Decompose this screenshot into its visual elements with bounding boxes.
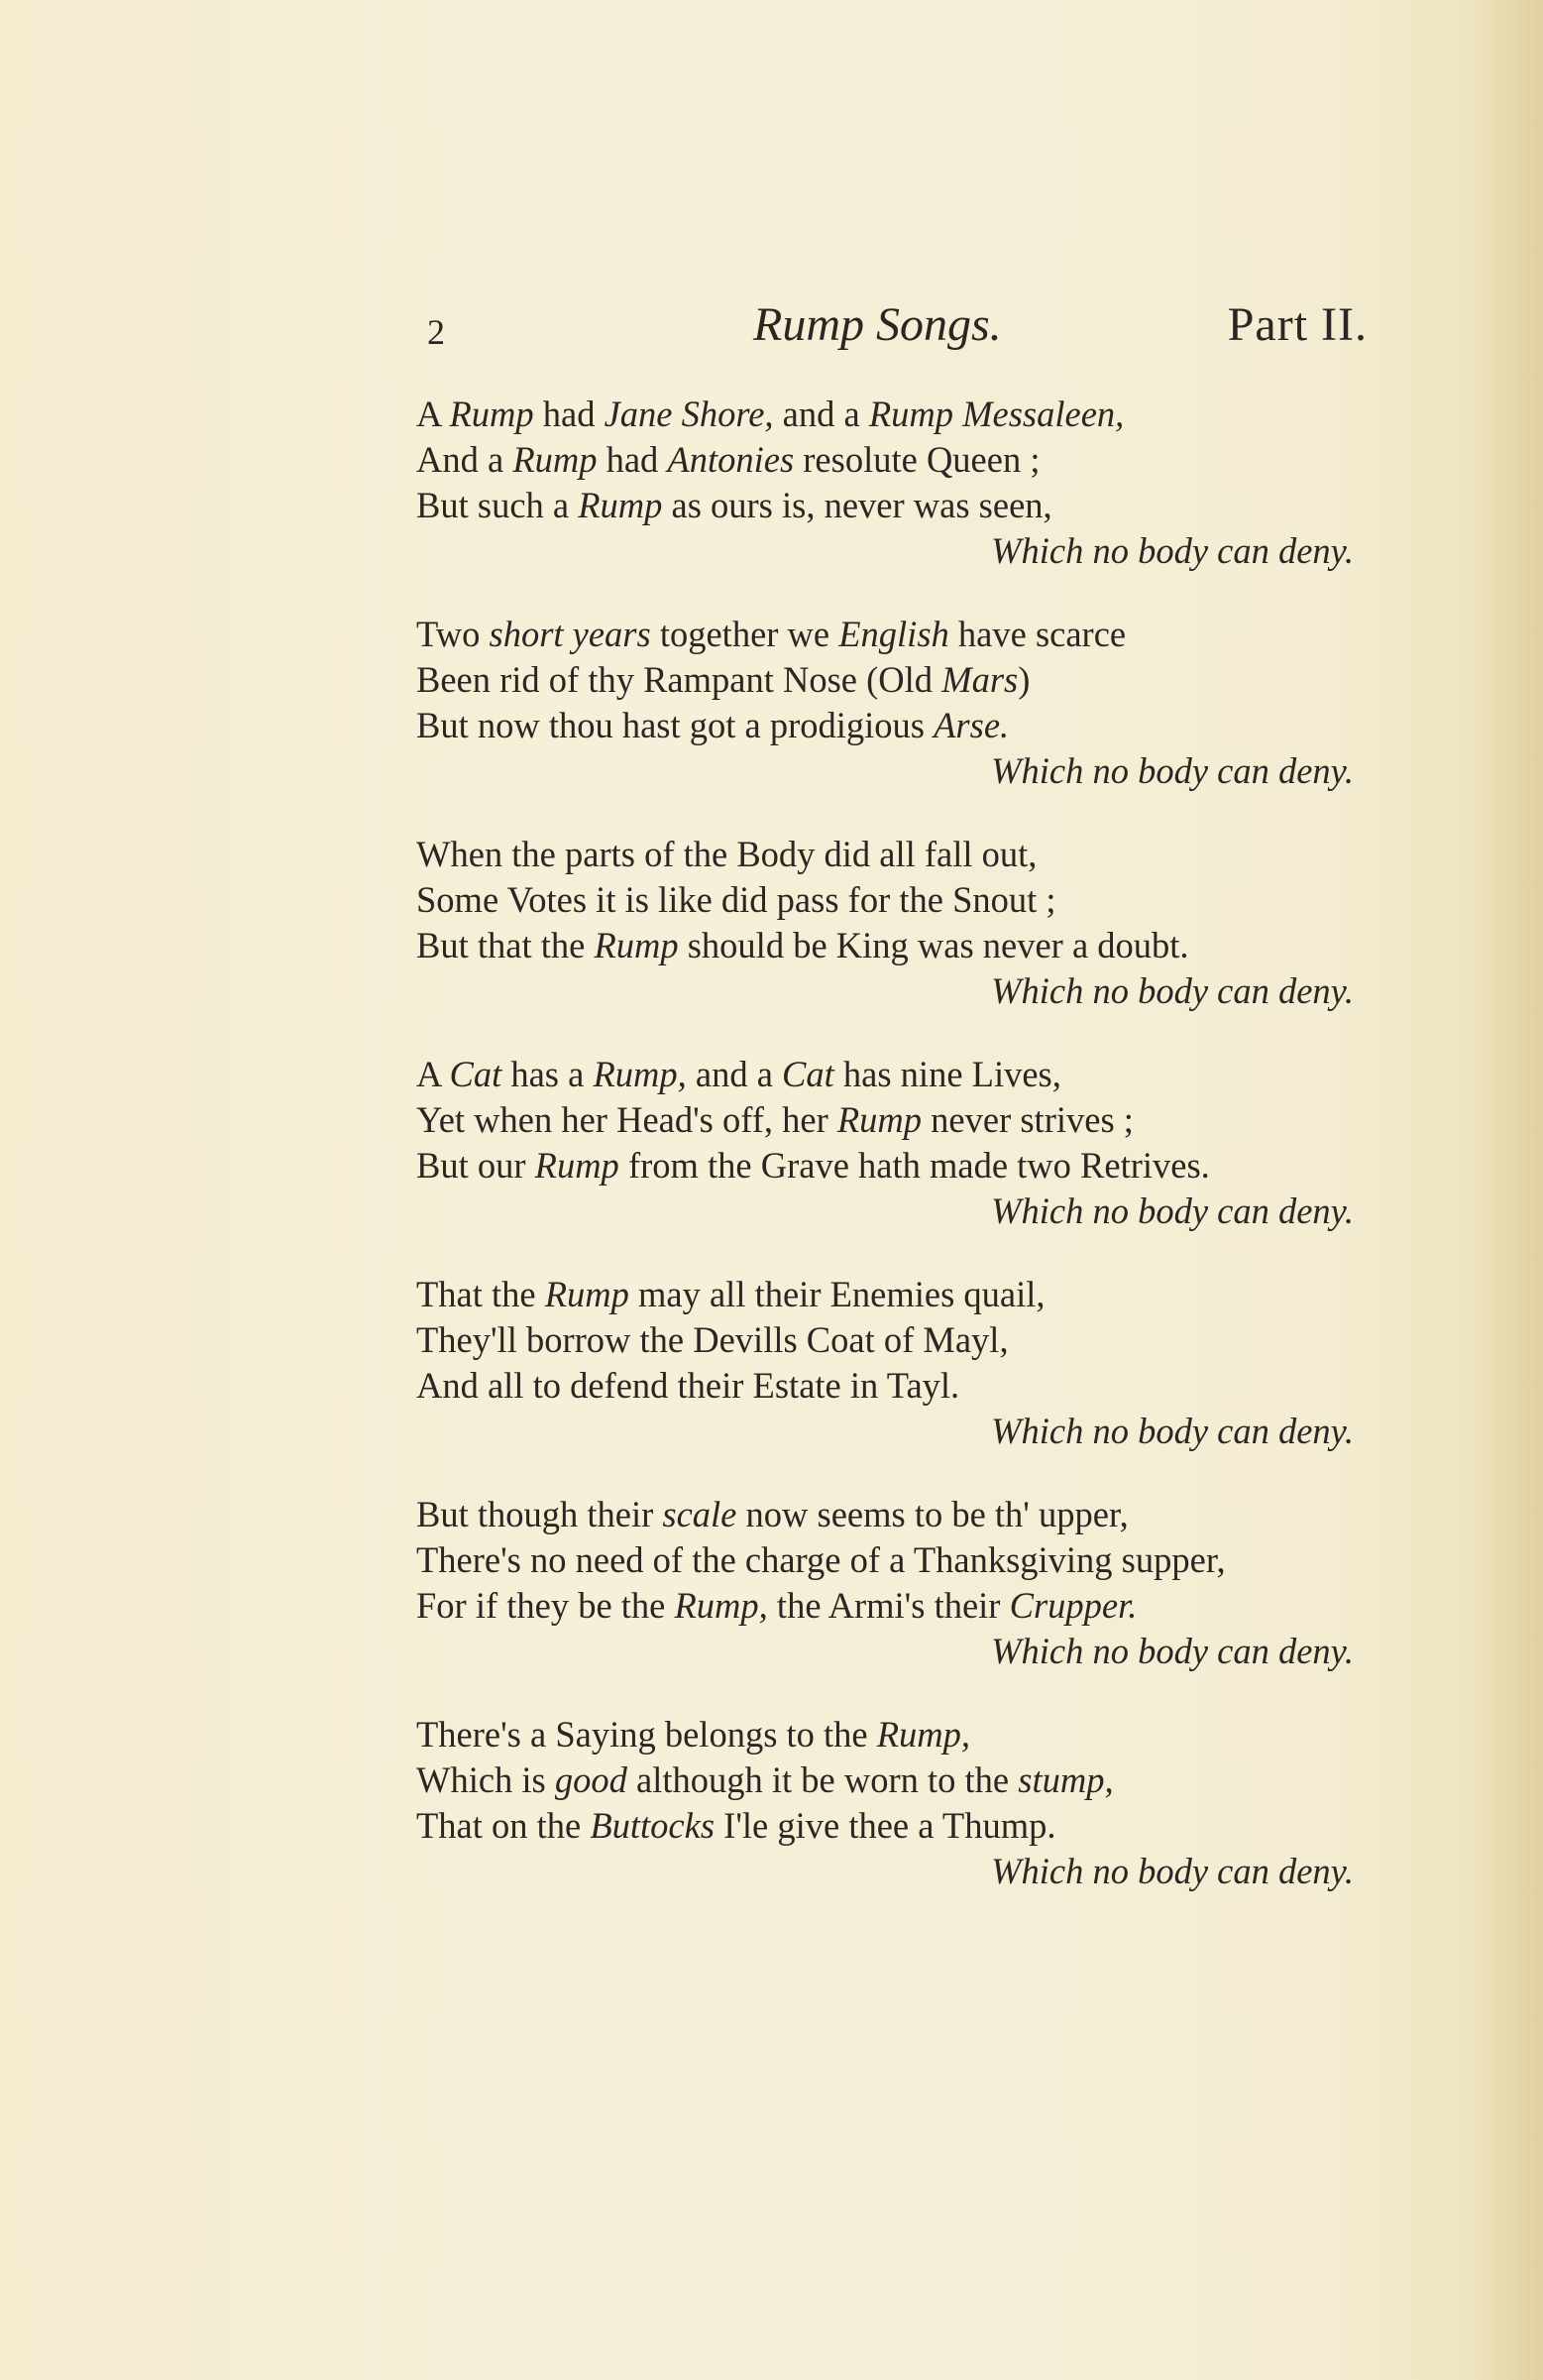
refrain-line: Which no body can deny.	[991, 970, 1354, 1011]
text-segment: Which is	[416, 1759, 555, 1800]
italic-segment: Rump,	[593, 1054, 687, 1094]
verse-line	[416, 1272, 1368, 1317]
verse-line	[416, 1803, 1368, 1849]
text-segment: resolute Queen ;	[794, 439, 1041, 480]
italic-segment: Antonies	[667, 439, 795, 480]
verse-line	[416, 1712, 1368, 1757]
text-segment: Yet when her Head's off, her	[416, 1099, 837, 1140]
text-segment: the Armi's their	[767, 1585, 1010, 1626]
refrain-line: Which no body can deny.	[991, 1631, 1354, 1671]
text-segment: They'll borrow the Devills Coat of Mayl,	[416, 1319, 1009, 1360]
text-segment: That on the	[416, 1805, 591, 1846]
verse-line	[416, 657, 1368, 703]
text-segment: should be King was never a doubt.	[678, 925, 1189, 965]
verse-line	[416, 923, 1368, 968]
stanza	[416, 612, 1368, 832]
verse-line	[416, 1537, 1368, 1583]
refrain-line: Which no body can deny.	[991, 1411, 1354, 1451]
italic-segment: Rump Messaleen,	[868, 394, 1125, 434]
italic-segment: Jane Shore,	[604, 394, 774, 434]
part-label: Part II.	[1227, 298, 1368, 351]
text-segment: But though their	[416, 1494, 663, 1534]
verse-line	[416, 392, 1368, 437]
text-segment: When the parts of the Body did all fall out,	[416, 834, 1038, 874]
italic-segment: Rump	[544, 1274, 629, 1314]
page-edge-shadow	[1474, 0, 1543, 2380]
text-segment: And a	[416, 439, 513, 480]
poem-body	[416, 392, 1368, 1932]
text-segment: and a	[686, 1054, 783, 1094]
verse-line	[416, 1317, 1368, 1363]
text-segment: have scarce	[948, 614, 1127, 654]
text-segment: And all to defend their Estate in Tayl.	[416, 1365, 960, 1406]
refrain-line: Which no body can deny.	[991, 1190, 1354, 1231]
italic-segment: scale	[662, 1494, 737, 1534]
verse-line	[416, 1097, 1368, 1143]
text-segment: and a	[773, 394, 869, 434]
italic-segment: good	[554, 1759, 627, 1800]
italic-segment: Cat	[449, 1054, 502, 1094]
refrain-line: Which no body can deny.	[991, 750, 1354, 791]
text-segment: now seems to be th' upper,	[736, 1494, 1129, 1534]
verse-line	[416, 703, 1368, 748]
page-number: 2	[427, 312, 445, 352]
text-segment: That the	[416, 1274, 545, 1314]
verse-line	[416, 832, 1368, 877]
text-segment: But our	[416, 1145, 535, 1186]
text-segment: never strives ;	[922, 1099, 1134, 1140]
italic-segment: Rump	[836, 1099, 923, 1140]
stanza	[416, 1052, 1368, 1272]
text-segment: There's no need of the charge of a Thanksgiving supper,	[416, 1539, 1226, 1580]
verse-line	[416, 1052, 1368, 1097]
verse-line	[416, 877, 1368, 923]
text-segment: as ours is, never was seen,	[662, 485, 1052, 525]
text-segment: had	[533, 394, 605, 434]
text-segment: There's a Saying belongs to the	[416, 1714, 877, 1755]
italic-segment: stump,	[1018, 1759, 1114, 1800]
verse-line	[416, 1363, 1368, 1409]
verse-line	[416, 483, 1368, 528]
italic-segment: Rump,	[876, 1714, 971, 1755]
stanza	[416, 392, 1368, 612]
italic-segment: Buttocks	[590, 1805, 716, 1846]
text-segment: For if they be the	[416, 1585, 675, 1626]
text-segment: Some Votes it is like did pass for the Snout ;	[416, 879, 1056, 920]
italic-segment: Crupper.	[1009, 1585, 1138, 1626]
text-segment: I'le give thee a Thump.	[715, 1805, 1056, 1846]
italic-segment: Rump,	[674, 1585, 768, 1626]
text-segment: has nine Lives,	[833, 1054, 1061, 1094]
text-segment: may all their Enemies quail,	[628, 1274, 1046, 1314]
text-segment: together we	[650, 614, 839, 654]
verse-line	[416, 1143, 1368, 1189]
italic-segment: English	[838, 614, 949, 654]
stanza	[416, 1492, 1368, 1712]
refrain-line: Which no body can deny.	[991, 530, 1354, 571]
verse-line	[416, 1583, 1368, 1629]
italic-segment: Mars	[941, 659, 1019, 700]
italic-segment: Rump	[512, 439, 598, 480]
text-segment: Two	[416, 614, 490, 654]
italic-segment: Rump	[594, 925, 679, 965]
text-segment: )	[1018, 659, 1031, 700]
running-header	[416, 297, 1368, 369]
text-segment: had	[597, 439, 668, 480]
text-segment: from the Grave hath made two Retrives.	[618, 1145, 1210, 1186]
stanza	[416, 832, 1368, 1052]
stanza	[416, 1712, 1368, 1932]
italic-segment: Rump	[534, 1145, 619, 1186]
refrain-line: Which no body can deny.	[991, 1851, 1354, 1891]
verse-line	[416, 612, 1368, 657]
italic-segment: Rump	[578, 485, 663, 525]
verse-line	[416, 437, 1368, 483]
text-segment: A	[416, 394, 450, 434]
running-title: Rump Songs.	[753, 298, 1002, 351]
text-segment: Been rid of thy Rampant Nose (Old	[416, 659, 942, 700]
italic-segment: Cat	[782, 1054, 834, 1094]
text-segment: But that the	[416, 925, 595, 965]
text-segment: But now thou hast got a prodigious	[416, 705, 935, 745]
stanza	[416, 1272, 1368, 1492]
text-segment: has a	[501, 1054, 594, 1094]
verse-line	[416, 1757, 1368, 1803]
italic-segment: Rump	[449, 394, 534, 434]
italic-segment: Arse.	[934, 705, 1010, 745]
verse-line	[416, 1492, 1368, 1537]
text-segment: although it be worn to the	[626, 1759, 1019, 1800]
text-segment: But such a	[416, 485, 579, 525]
italic-segment: short years	[489, 614, 651, 654]
text-segment: A	[416, 1054, 450, 1094]
